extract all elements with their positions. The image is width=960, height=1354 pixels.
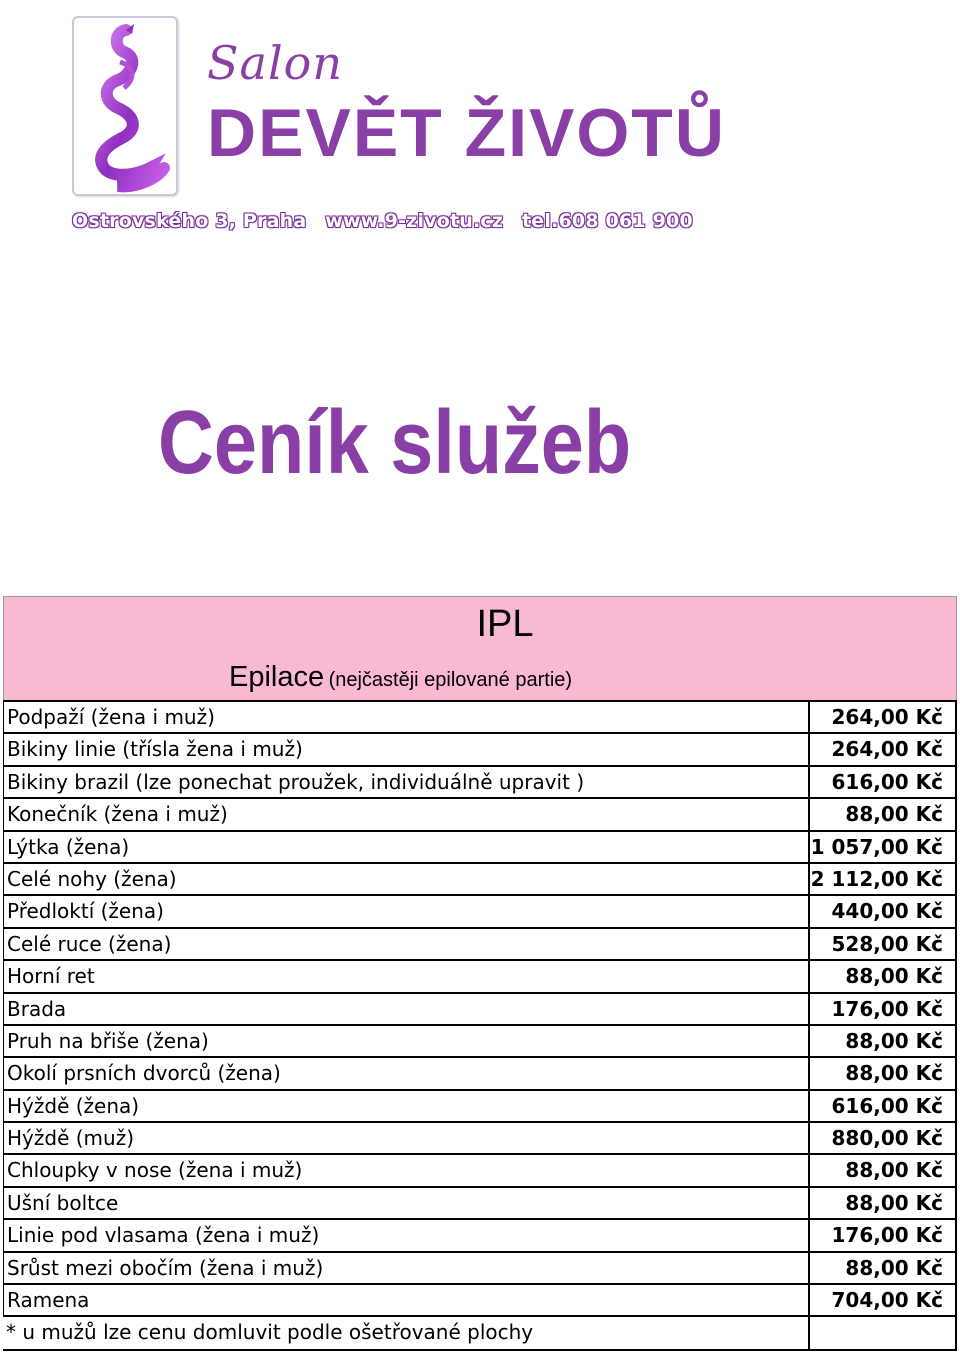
table-row <box>3 1253 957 1285</box>
service-price: 88,00 Kč <box>808 1253 957 1283</box>
service-price: 176,00 Kč <box>808 1220 957 1250</box>
service-name: Bikiny linie (třísla žena i muž) <box>3 734 808 764</box>
service-name: Srůst mezi obočím (žena i muž) <box>3 1253 808 1283</box>
service-name: Konečník (žena i muž) <box>3 799 808 829</box>
table-row <box>3 1285 957 1317</box>
logo-contact-line <box>72 210 705 232</box>
service-price: 88,00 Kč <box>808 1026 957 1056</box>
section-subtitle <box>229 661 572 694</box>
table-row <box>3 896 957 928</box>
service-price: 440,00 Kč <box>808 896 957 926</box>
footnote: * u mužů lze cenu domluvit podle ošetřované plochy <box>6 1320 534 1345</box>
service-price: 1 057,00 Kč <box>808 832 957 862</box>
service-name: Ušní boltce <box>3 1188 808 1218</box>
table-row <box>3 1091 957 1123</box>
table-row <box>3 1058 957 1090</box>
logo-web: www.9-zivotu.cz <box>325 210 504 232</box>
table-row <box>3 832 957 864</box>
service-name: Předloktí (žena) <box>3 896 808 926</box>
table-row <box>3 1026 957 1058</box>
table-row <box>3 994 957 1026</box>
price-table <box>3 596 957 1351</box>
table-row <box>3 929 957 961</box>
page-title: Ceník služeb <box>158 393 632 493</box>
table-row <box>3 864 957 896</box>
service-price: 616,00 Kč <box>808 1091 957 1121</box>
table-row <box>3 961 957 993</box>
service-price: 704,00 Kč <box>808 1285 957 1315</box>
table-row <box>3 799 957 831</box>
service-name: Ramena <box>3 1285 808 1315</box>
table-row <box>3 1155 957 1187</box>
service-name: Chloupky v nose (žena i muž) <box>3 1155 808 1185</box>
salon-logo <box>72 16 726 246</box>
service-price: 88,00 Kč <box>808 799 957 829</box>
price-rows <box>3 700 957 1351</box>
service-price: 88,00 Kč <box>808 961 957 991</box>
logo-phone: tel.608 061 900 <box>521 210 693 232</box>
table-row <box>3 1123 957 1155</box>
logo-name-text: DEVĚT ŽIVOTŮ <box>207 95 726 171</box>
footnote-row <box>3 1317 957 1351</box>
service-price: 176,00 Kč <box>808 994 957 1024</box>
service-name: Brada <box>3 994 808 1024</box>
section-subtitle-main: Epilace <box>229 661 325 693</box>
logo-salon-text: Salon <box>207 36 343 90</box>
service-name: Celé nohy (žena) <box>3 864 808 894</box>
table-row <box>3 1188 957 1220</box>
service-price: 528,00 Kč <box>808 929 957 959</box>
table-row <box>3 702 957 734</box>
service-name: Podpaží (žena i muž) <box>3 702 808 732</box>
service-name: Horní ret <box>3 961 808 991</box>
service-name: Hýždě (žena) <box>3 1091 808 1121</box>
ribbon-logo-icon <box>72 16 178 196</box>
service-name: Hýždě (muž) <box>3 1123 808 1153</box>
table-header <box>3 596 957 700</box>
table-row <box>3 1220 957 1252</box>
service-price: 88,00 Kč <box>808 1155 957 1185</box>
service-price: 264,00 Kč <box>808 734 957 764</box>
service-price: 616,00 Kč <box>808 767 957 797</box>
table-row <box>3 767 957 799</box>
service-price: 88,00 Kč <box>808 1058 957 1088</box>
service-price: 264,00 Kč <box>808 702 957 732</box>
service-name: Pruh na břiše (žena) <box>3 1026 808 1056</box>
service-name: Lýtka (žena) <box>3 832 808 862</box>
service-name: Bikiny brazil (lze ponechat proužek, individuálně upravit ) <box>3 767 808 797</box>
section-title: IPL <box>476 603 534 645</box>
section-subtitle-note: (nejčastěji epilované partie) <box>328 669 573 691</box>
table-row <box>3 734 957 766</box>
logo-address: Ostrovského 3, Praha <box>72 210 307 232</box>
service-price: 88,00 Kč <box>808 1188 957 1218</box>
service-name: Celé ruce (žena) <box>3 929 808 959</box>
service-name: Linie pod vlasama (žena i muž) <box>3 1220 808 1250</box>
footnote-empty-price <box>808 1317 957 1349</box>
service-name: Okolí prsních dvorců (žena) <box>3 1058 808 1088</box>
service-price: 2 112,00 Kč <box>808 864 957 894</box>
service-price: 880,00 Kč <box>808 1123 957 1153</box>
